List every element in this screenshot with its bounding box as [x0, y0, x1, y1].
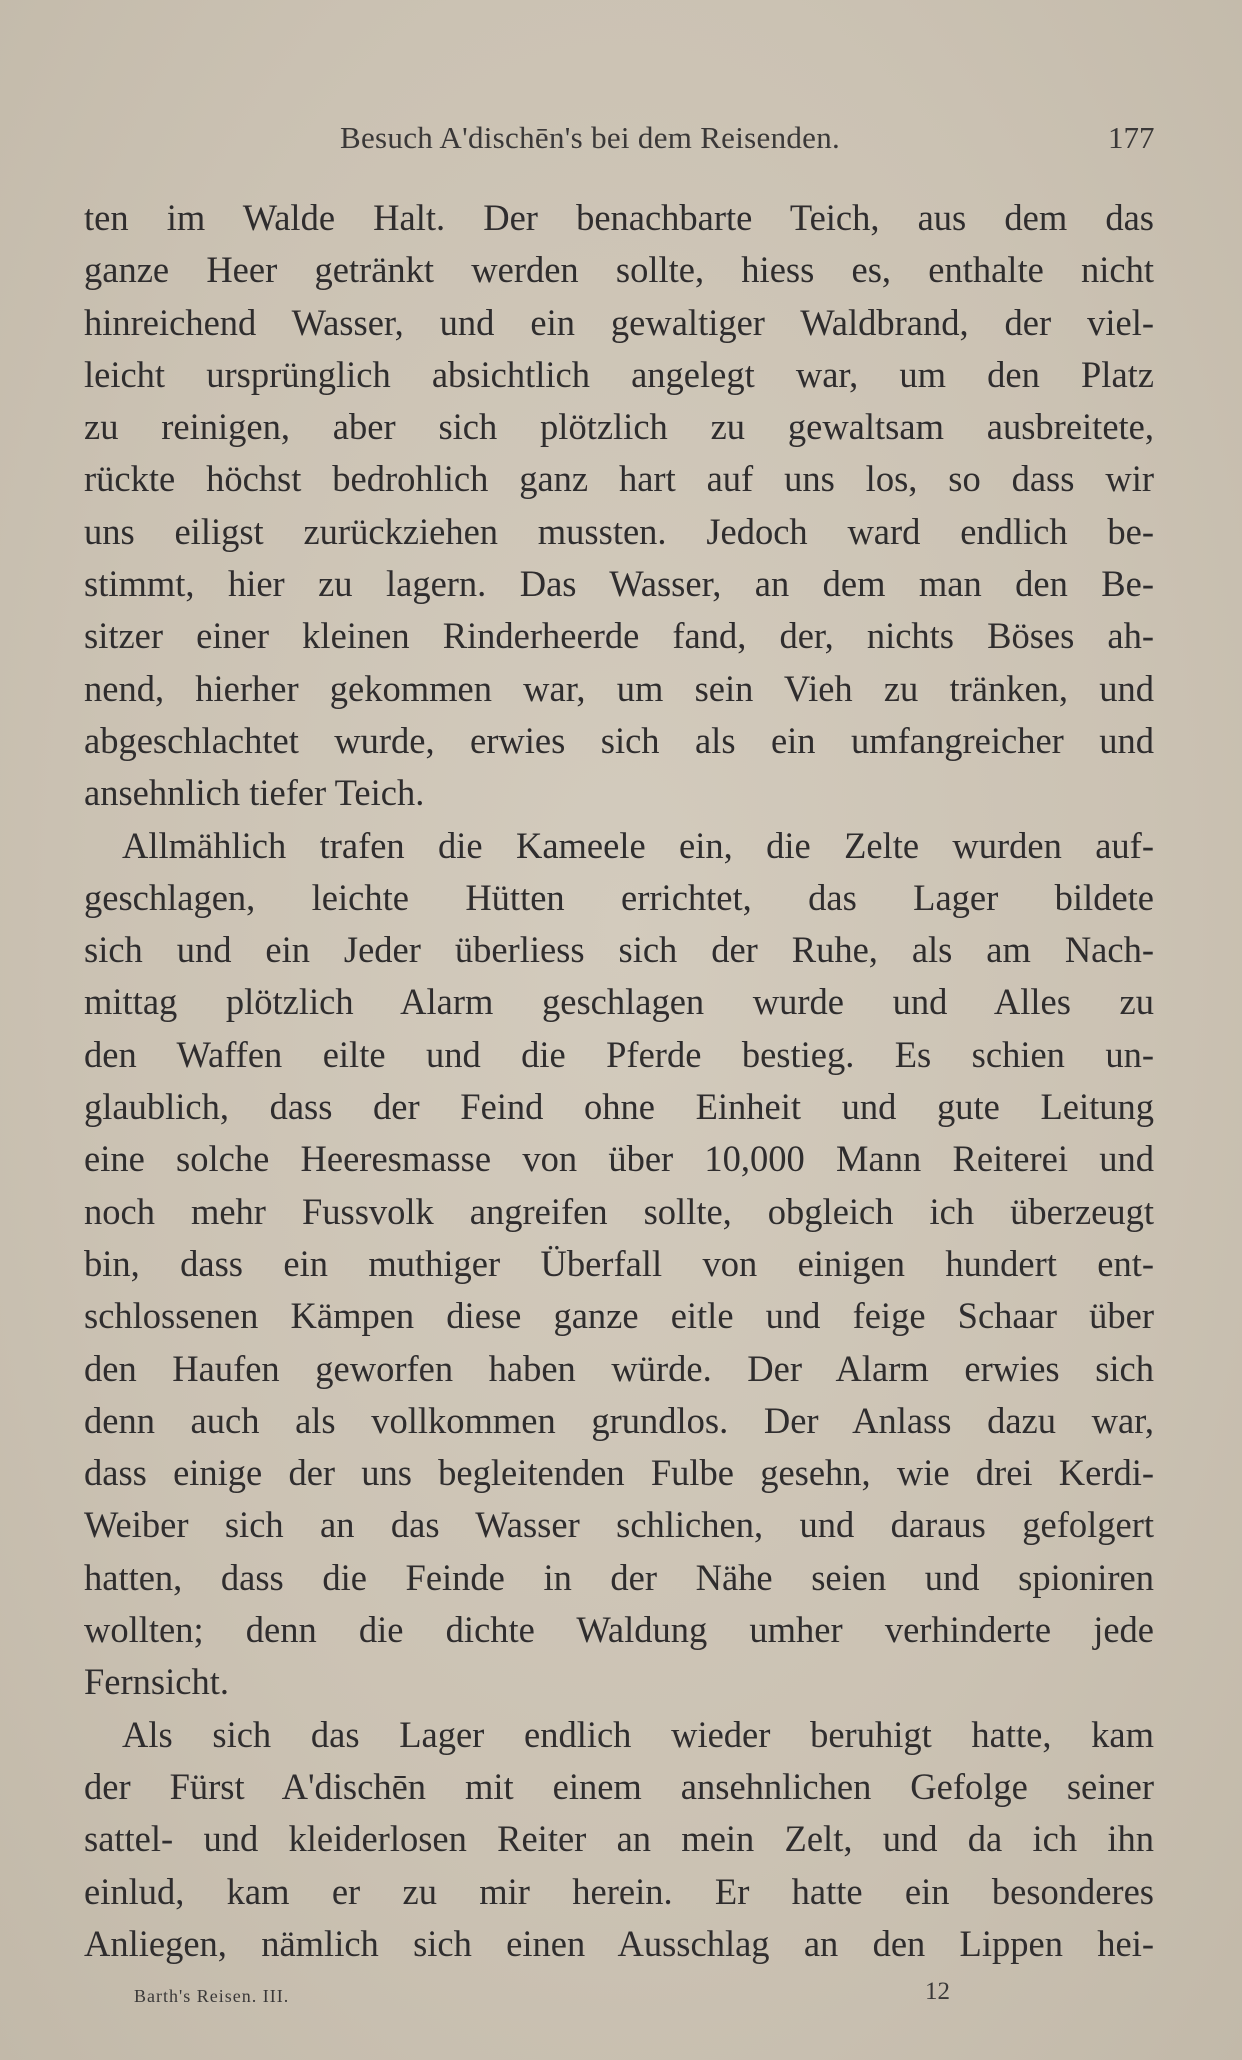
text-line: bin, dass ein muthiger Überfall von einigen hundert ent- — [84, 1242, 1154, 1284]
body-text — [84, 192, 1154, 1970]
text-line: dass einige der uns begleitenden Fulbe gesehn, wie drei Kerdi- — [84, 1452, 1154, 1494]
running-title: Besuch A'dischēn's bei dem Reisenden. — [340, 120, 841, 155]
text-line: denn auch als vollkommen grundlos. Der Anlass dazu war, — [84, 1399, 1154, 1441]
text-line: zu reinigen, aber sich plötzlich zu gewaltsam ausbreitete, — [84, 406, 1154, 448]
text-line: geschlagen, leichte Hütten errichtet, das Lager bildete — [84, 876, 1154, 918]
text-line: ganze Heer getränkt werden sollte, hiess es, enthalte nicht — [84, 249, 1154, 291]
paragraph-start-line: Als sich das Lager endlich wieder beruhigt hatte, kam — [122, 1713, 1154, 1755]
text-line: eine solche Heeresmasse von über 10,000 Mann Reiterei und — [84, 1138, 1154, 1180]
text-line: stimmt, hier zu lagern. Das Wasser, an dem man den Be- — [84, 563, 1154, 605]
text-line: wollten; denn die dichte Waldung umher verhinderte jede — [84, 1609, 1154, 1651]
paragraph-start-line: Allmählich trafen die Kameele ein, die Zelte wurden auf- — [122, 824, 1154, 866]
text-line: mittag plötzlich Alarm geschlagen wurde und Alles zu — [84, 981, 1154, 1023]
text-line: hatten, dass die Feinde in der Nähe seien und spioniren — [84, 1556, 1154, 1598]
text-line: sich und ein Jeder überliess sich der Ruhe, als am Nach- — [84, 929, 1154, 971]
text-line: den Waffen eilte und die Pferde bestieg. Es schien un- — [84, 1033, 1154, 1075]
text-line: leicht ursprünglich absichtlich angelegt war, um den Platz — [84, 353, 1154, 395]
text-line: noch mehr Fussvolk angreifen sollte, obgleich ich überzeugt — [84, 1190, 1154, 1232]
text-line: den Haufen geworfen haben würde. Der Alarm erwies sich — [84, 1347, 1154, 1389]
text-line: uns eiligst zurückziehen mussten. Jedoch ward endlich be- — [84, 510, 1154, 552]
page-footer — [0, 1978, 1242, 2018]
text-line: der Fürst A'dischēn mit einem ansehnlichen Gefolge seiner — [84, 1765, 1154, 1807]
text-line: einlud, kam er zu mir herein. Er hatte ein besonderes — [84, 1870, 1154, 1912]
text-line: sitzer einer kleinen Rinderheerde fand, der, nichts Böses ah- — [84, 615, 1154, 657]
text-line: nend, hierher gekommen war, um sein Vieh zu tränken, und — [84, 667, 1154, 709]
text-line: glaublich, dass der Feind ohne Einheit und gute Leitung — [84, 1086, 1154, 1128]
paragraph-end-line: ansehnlich tiefer Teich. — [84, 772, 425, 814]
text-line: sattel- und kleiderlosen Reiter an mein Zelt, und da ich ihn — [84, 1818, 1154, 1860]
running-head — [0, 120, 1242, 164]
text-line: hinreichend Wasser, und ein gewaltiger Waldbrand, der viel- — [84, 301, 1154, 343]
text-line: ten im Walde Halt. Der benachbarte Teich, aus dem das — [84, 197, 1154, 238]
text-line: abgeschlachtet wurde, erwies sich als ein umfangreicher und — [84, 719, 1154, 761]
signature-mark: 12 — [925, 1978, 950, 2005]
text-line: Anliegen, nämlich sich einen Ausschlag an den Lippen hei- — [84, 1922, 1154, 1964]
text-line: schlossenen Kämpen diese ganze eitle und feige Schaar über — [84, 1295, 1154, 1337]
series-title: Barth's Reisen. III. — [134, 1986, 290, 2006]
text-line: Weiber sich an das Wasser schlichen, und daraus gefolgert — [84, 1504, 1154, 1546]
text-line: rückte höchst bedrohlich ganz hart auf uns los, so dass wir — [84, 458, 1154, 500]
paragraph-end-line: Fernsicht. — [84, 1661, 229, 1703]
page-number: 177 — [1108, 120, 1155, 155]
